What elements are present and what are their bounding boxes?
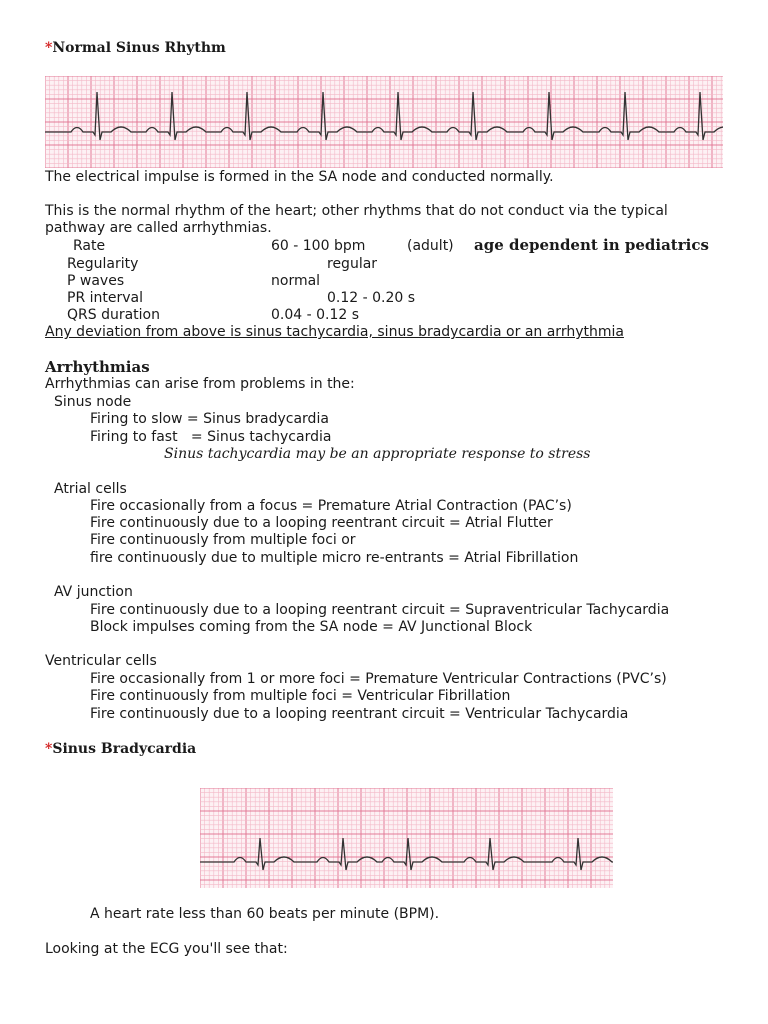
- nsr-ecg-strip: [45, 76, 723, 168]
- criteria-pr-value: 0.12 - 0.20 s: [327, 290, 416, 306]
- criteria-rate-label: Rate: [73, 238, 106, 254]
- atrial-item: Fire occasionally from a focus = Premature Atrial Contraction (PAC’s): [90, 498, 572, 514]
- arrhythmias-heading: Arrhythmias: [45, 358, 150, 376]
- ventricular-item: Fire continuously due to a looping reentrant circuit = Ventricular Tachycardia: [90, 706, 629, 722]
- sinus-item: Firing to slow = Sinus bradycardia: [90, 411, 329, 427]
- ventricular-item: Fire continuously from multiple foci = Ventricular Fibrillation: [90, 688, 511, 704]
- av-junction-label: AV junction: [54, 584, 133, 600]
- criteria-rate-extra: (adult): [407, 238, 454, 254]
- nsr-title: Normal Sinus Rhythm: [52, 40, 226, 56]
- criteria-regularity-label: Regularity: [67, 256, 139, 272]
- atrial-item: Fire continuously due to a looping reentrant circuit = Atrial Flutter: [90, 515, 553, 531]
- brady-heading: [45, 741, 196, 758]
- criteria-qrs-label: QRS duration: [67, 307, 160, 323]
- criteria-pwaves-label: P waves: [67, 273, 125, 289]
- nsr-paragraph-line1: This is the normal rhythm of the heart; other rhythms that do not conduct via the typical: [45, 203, 668, 219]
- nsr-star: *: [45, 40, 53, 56]
- brady-looking: Looking at the ECG you'll see that:: [45, 941, 288, 957]
- av-item: Block impulses coming from the SA node = AV Junctional Block: [90, 619, 533, 635]
- brady-title: Sinus Bradycardia: [52, 741, 197, 757]
- av-item: Fire continuously due to a looping reentrant circuit = Supraventricular Tachycardia: [90, 602, 670, 618]
- criteria-pr-label: PR interval: [67, 290, 143, 306]
- ecg-grid: [45, 76, 723, 168]
- criteria-pwaves-value: normal: [271, 273, 321, 289]
- ventricular-cells-label: Ventricular cells: [45, 653, 157, 669]
- atrial-cells-label: Atrial cells: [54, 481, 127, 497]
- arrhythmias-intro: Arrhythmias can arise from problems in the:: [45, 376, 355, 392]
- brady-description: A heart rate less than 60 beats per minute (BPM).: [90, 906, 440, 922]
- brady-ecg-strip: [200, 788, 613, 888]
- ventricular-item: Fire occasionally from 1 or more foci = Premature Ventricular Contractions (PVC’s): [90, 671, 667, 687]
- criteria-qrs-value: 0.04 - 0.12 s: [271, 307, 360, 323]
- criteria-rate-value: 60 - 100 bpm: [271, 238, 366, 254]
- criteria-regularity-value: regular: [327, 256, 378, 272]
- atrial-item: Fire continuously from multiple foci or: [90, 532, 356, 548]
- sinus-item: Firing to fast = Sinus tachycardia: [90, 429, 332, 445]
- nsr-paragraph-line2: pathway are called arrhythmias.: [45, 220, 272, 236]
- criteria-rate-note: age dependent in pediatrics: [474, 236, 709, 254]
- atrial-item: fire continuously due to multiple micro re-entrants = Atrial Fibrillation: [90, 550, 579, 566]
- sinus-note: Sinus tachycardia may be an appropriate response to stress: [164, 446, 591, 462]
- nsr-heading: [45, 40, 226, 57]
- deviation-note: Any deviation from above is sinus tachycardia, sinus bradycardia or an arrhythmia: [45, 324, 624, 340]
- sinus-node-label: Sinus node: [54, 394, 132, 410]
- nsr-description: The electrical impulse is formed in the SA node and conducted normally.: [45, 169, 554, 185]
- brady-star: *: [45, 741, 53, 757]
